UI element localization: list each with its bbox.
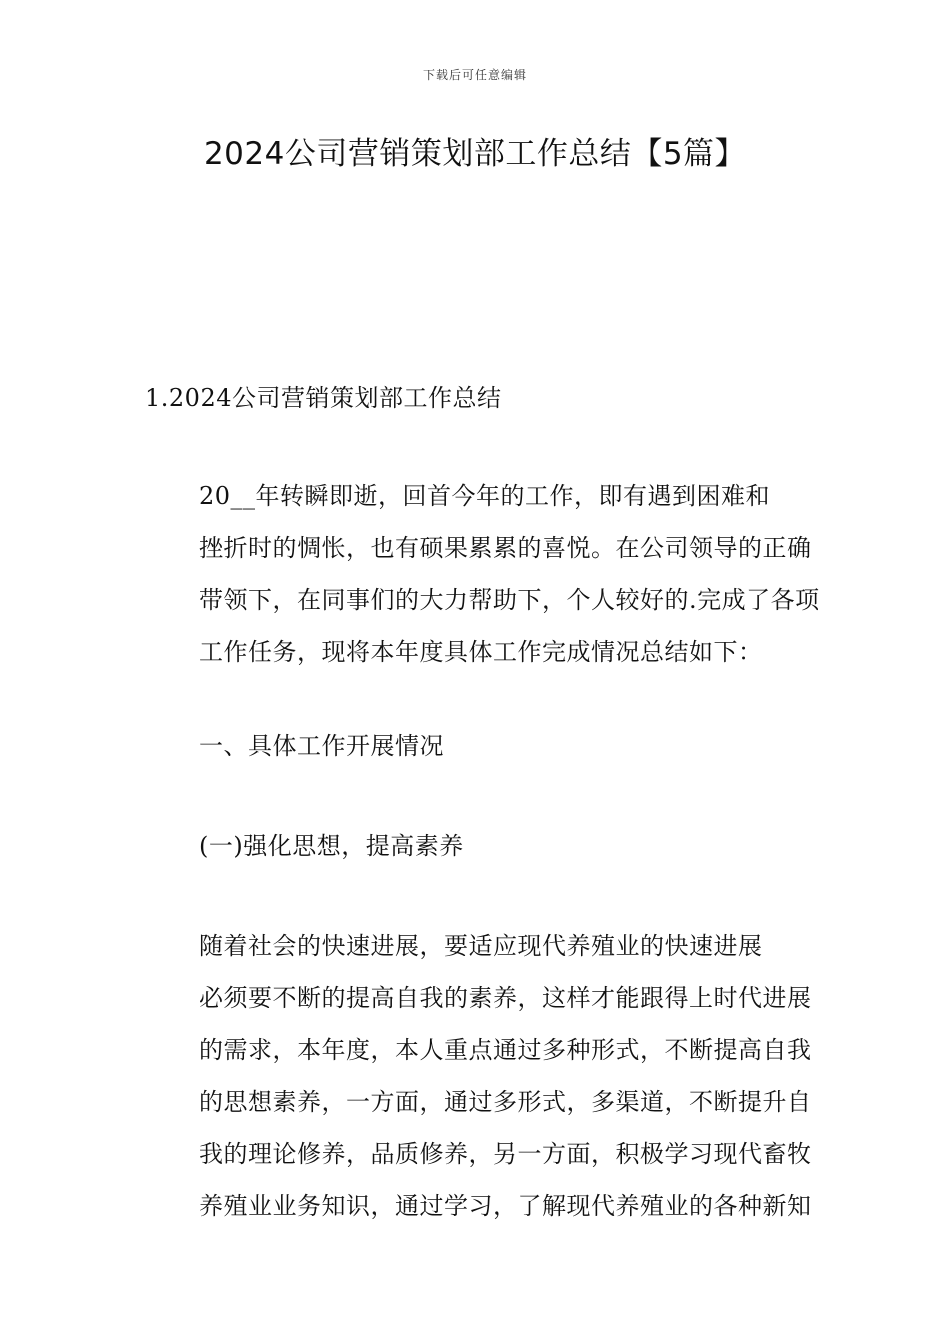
heading-level1: 一、具体工作开展情况 [199,732,444,760]
paragraph-line: 20__年转瞬即逝，回首今年的工作，即有遇到困难和 [199,482,771,510]
paragraph-line: 挫折时的惆怅，也有硕果累累的喜悦。在公司领导的正确 [199,534,812,562]
paragraph-line: 带领下，在同事们的大力帮助下，个人较好的.完成了各项 [199,586,820,614]
paragraph-line: 的需求，本年度，本人重点通过多种形式，不断提高自我 [199,1036,812,1064]
paragraph-line: 的思想素养，一方面，通过多形式，多渠道，不断提升自 [199,1088,812,1116]
heading-level2: (一)强化思想，提高素养 [199,832,464,860]
paragraph-line: 必须要不断的提高自我的素养，这样才能跟得上时代进展 [199,984,812,1012]
section-title: 1.2024公司营销策划部工作总结 [145,384,502,412]
paragraph-line: 养殖业业务知识，通过学习，了解现代养殖业的各种新知 [199,1192,812,1220]
paragraph-intro [145,470,820,678]
paragraph-line: 工作任务，现将本年度具体工作完成情况总结如下： [199,638,763,666]
document-title: 2024公司营销策划部工作总结【5篇】 [203,136,747,172]
paragraph-line: 随着社会的快速进展，要适应现代养殖业的快速进展 [199,932,763,960]
header-note: 下载后可任意编辑 [422,68,527,82]
paragraph-line: 我的理论修养，品质修养，另一方面，积极学习现代畜牧 [199,1140,812,1168]
paragraph-body [145,920,810,1232]
